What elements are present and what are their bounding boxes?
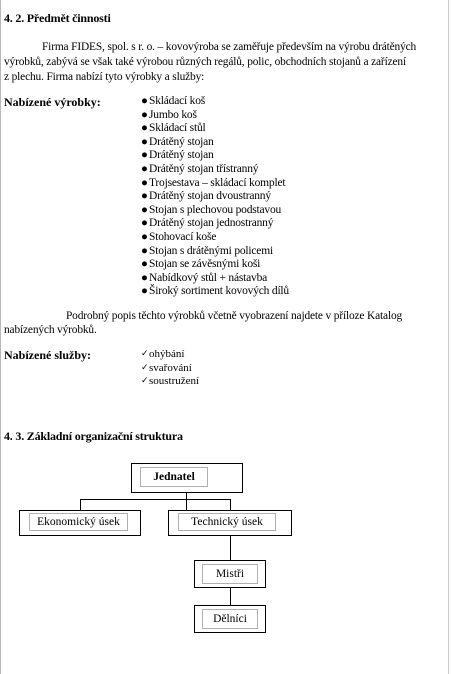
page-edge-right [448,0,449,674]
org-label-delnici: Dělníci [202,609,258,629]
connector-right-drop [230,499,231,510]
products-list [141,95,289,299]
intro-line-2: výrobků, zabývá se však také výrobou různých regálů, polic, obchodních stojanů a zařízení [4,56,406,68]
intro-line-1: Firma FIDES, spol. s r. o. – kovovýroba se zaměřuje především na výrobu drátěných [42,41,417,53]
list-item: ● Drátěný stojan [141,135,214,148]
list-item: ● Drátěný stojan jednostranný [141,217,274,230]
org-box-ekonomicky-usek [19,510,141,536]
org-label-mistri: Mistři [202,564,258,584]
list-item: ● Trojsestava – skládací komplet [141,176,286,189]
connector-mistri-to-delnici [230,588,231,605]
list-item: ● Skládací koš [141,95,206,107]
org-box-mistri [194,560,266,588]
connector-left-drop [80,499,81,510]
list-item: ● Stojan s drátěnými policemi [141,244,273,257]
list-item: ● Stojan se závěsnými koši [141,258,261,271]
list-item: ● Jumbo koš [141,108,197,121]
list-item: ● Skládací stůl [141,122,206,135]
connector-technical-to-mistri [230,536,231,560]
list-item: ✓ soustružení [141,375,200,388]
org-box-delnici [194,605,266,633]
list-item: ● Drátěný stojan třístranný [141,162,259,175]
list-item: ✓ svařování [141,361,192,374]
services-label: Nabízené služby: [4,348,91,362]
list-item: ✓ ohýbání [141,348,185,360]
list-item: ● Stohovací koše [141,230,217,243]
org-box-jednatel [131,463,243,493]
details-line-1: Podrobný popis těchto výrobků včetně vyobrazení najdete v příloze Katalog [66,310,403,322]
list-item: ● Drátěný stojan dvoustranný [141,190,271,203]
page-edge-left [0,0,1,674]
list-item: ● Široký sortiment kovových dílů [141,285,289,298]
connector-horizontal [80,499,231,500]
section-heading-org-structure: 4. 3. Základní organizační struktura [4,429,183,443]
org-label-ekonomicky-usek: Ekonomický úsek [29,513,128,531]
org-label-technicky-usek: Technický úsek [178,513,276,531]
list-item: ● Nabídkový stůl + nástavba [141,271,268,284]
intro-line-3: z plechu. Firma nabízí tyto výrobky a služby: [4,71,205,83]
details-line-2: nabízených výrobků. [4,324,97,336]
org-label-jednatel: Jednatel [140,467,208,487]
list-item: ● Drátěný stojan [141,149,214,162]
list-item: ● Stojan s plechovou podstavou [141,203,282,216]
services-list [141,348,199,389]
products-label: Nabízené výrobky: [4,95,101,109]
org-box-technicky-usek [168,510,292,536]
connector-top-vertical [186,493,187,510]
section-heading-predmet-cinnosti: 4. 2. Předmět činnosti [4,11,111,25]
